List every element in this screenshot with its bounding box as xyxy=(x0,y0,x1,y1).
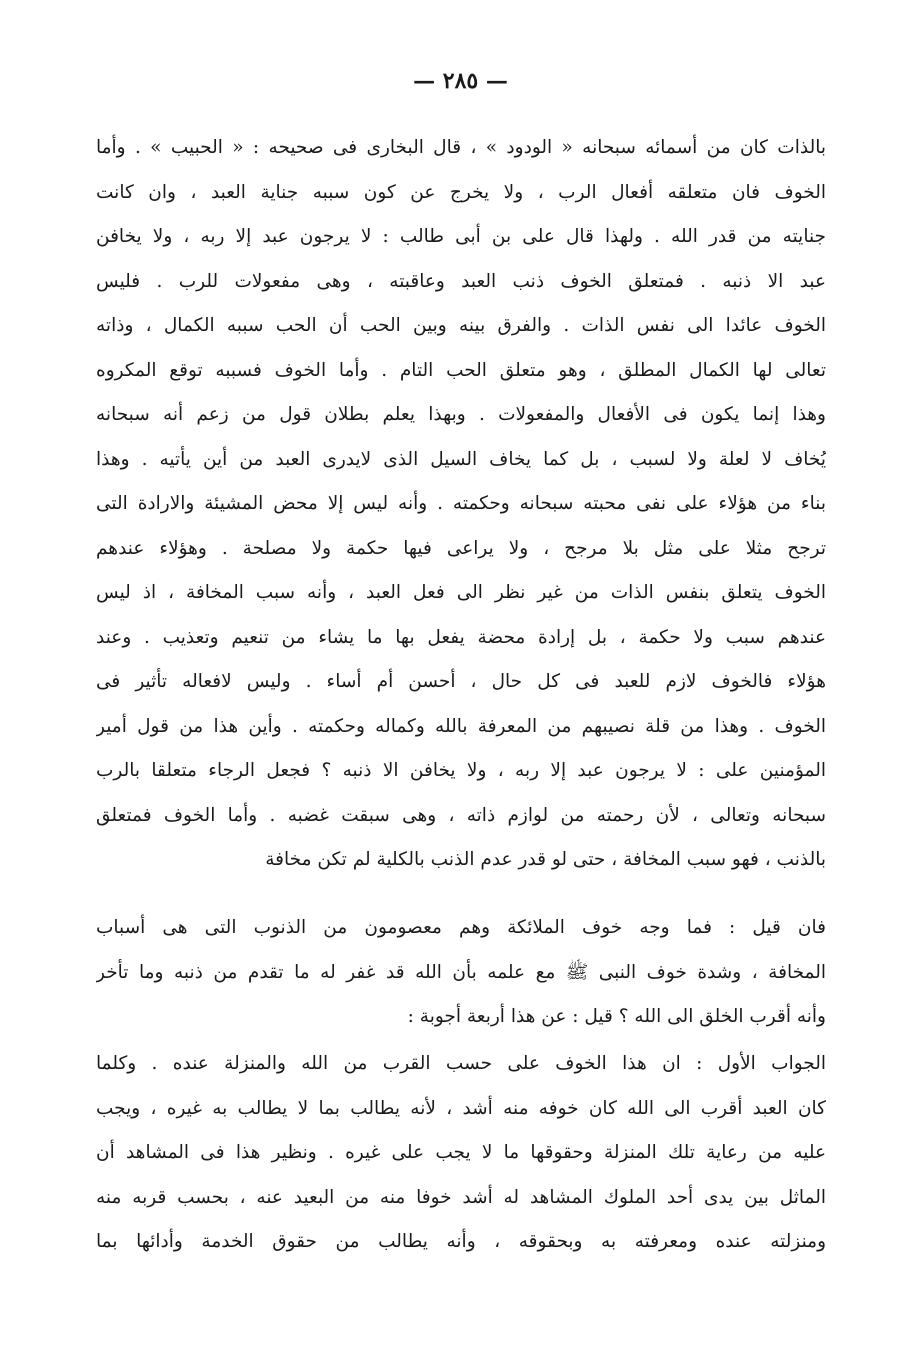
paragraph-3 xyxy=(96,1042,826,1265)
text-line: عليه من رعاية تلك المنزلة وحقوقها ما لا يجب على غيره . ونظير هذا فى المشاهد أن xyxy=(96,1142,826,1163)
text-line: وهذا إنما يكون فى الأفعال والمفعولات . وبهذا يعلم بطلان قول من زعم أنه سبحانه xyxy=(96,404,826,425)
text-line: تعالى لها الكمال المطلق ، وهو متعلق الحب التام . وأما الخوف فسببه توقع المكروه xyxy=(96,359,826,381)
text-line: جنايته من قدر الله . ولهذا قال على بن أبى طالب : لا يرجون عبد إلا ربه ، ولا يخافن xyxy=(96,226,826,247)
text-line: الخوف عائدا الى نفس الذات . والفرق بينه وبين الحب أن الحب سببه الكمال ، وذاته xyxy=(96,315,826,336)
text-line: الماثل بين يدى أحد الملوك المشاهد له أشد خوفا منه من البعيد عنه ، بحسب قربه منه xyxy=(96,1186,826,1208)
text-line: الخوف فان متعلقه أفعال الرب ، ولا يخرج عن كون سببه جناية العبد ، وان كانت xyxy=(96,181,826,203)
paragraph-1 xyxy=(96,126,826,883)
text-line: المؤمنين على : لا يرجون عبد إلا ربه ، ولا يخافن الا ذنبه ؟ فجعل الرجاء متعلقا بالرب xyxy=(96,760,826,781)
text-line: بالذات كان من أسمائه سبحانه « الودود » ، قال البخارى فى صحيحه : « الحبيب » . وأما xyxy=(96,137,826,158)
text-line: ومنزلته عنده ومعرفته به وبحقوقه ، وأنه يطالب من حقوق الخدمة وأدائها بما xyxy=(96,1231,826,1252)
text-line: بالذنب ، فهو سبب المخافة ، حتى لو قدر عدم الذنب بالكلية لم تكن مخافة xyxy=(265,849,826,870)
page-number: — ٢٨٥ — xyxy=(413,68,508,94)
text-line: بناء من هؤلاء على نفى محبته سبحانه وحكمته . وأنه ليس إلا محض المشيئة والارادة التى xyxy=(96,493,826,514)
text-line: عندهم سبب ولا حكمة ، بل إرادة محضة يفعل بها ما يشاء من تنعيم وتعذيب . وعند xyxy=(96,626,826,648)
paragraph-2 xyxy=(96,906,826,1040)
text-line: فان قيل : فما وجه خوف الملائكة وهم معصومون من الذنوب التى هى أسباب xyxy=(96,917,826,938)
text-line: كان العبد أقرب الى الله كان خوفه منه أشد ، لأنه يطالب بما لا يطالب به غيره ، ويجب xyxy=(96,1097,826,1119)
text-line: وأنه أقرب الخلق الى الله ؟ قيل : عن هذا أربعة أجوبة : xyxy=(407,1006,826,1027)
text-line: ترجح مثلا على مثل بلا مرجح ، ولا يراعى فيها حكمة ولا مصلحة . وهؤلاء عندهم xyxy=(96,537,826,559)
text-line: الجواب الأول : ان هذا الخوف على حسب القرب من الله والمنزلة عنده . وكلما xyxy=(96,1053,826,1074)
text-line: الخوف يتعلق بنفس الذات من غير نظر الى فعل العبد ، وأنه سبب المخافة ، اذ ليس xyxy=(96,582,826,603)
text-line: هؤلاء فالخوف لازم للعبد فى كل حال ، أحسن أم أساء . وليس لافعاله تأثير فى xyxy=(96,671,826,692)
text-line: المخافة ، وشدة خوف النبى ﷺ مع علمه بأن الله قد غفر له ما تقدم من ذنبه وما تأخر xyxy=(96,961,826,983)
text-line: سبحانه وتعالى ، لأن رحمته من لوازم ذاته ، وهى سبقت غضبه . وأما الخوف فمتعلق xyxy=(96,804,826,826)
text-line: الخوف . وهذا من قلة نصيبهم من المعرفة بالله وكماله وحكمته . وأين هذا من قول أمير xyxy=(96,715,826,737)
text-line: يُخاف لا لعلة ولا لسبب ، بل كما يخاف السيل الذى لايدرى العبد من أين يأتيه . وهذا xyxy=(96,448,826,470)
text-line: عبد الا ذنبه . فمتعلق الخوف ذنب العبد وعاقبته ، وهى مفعولات للرب . فليس xyxy=(96,270,826,292)
